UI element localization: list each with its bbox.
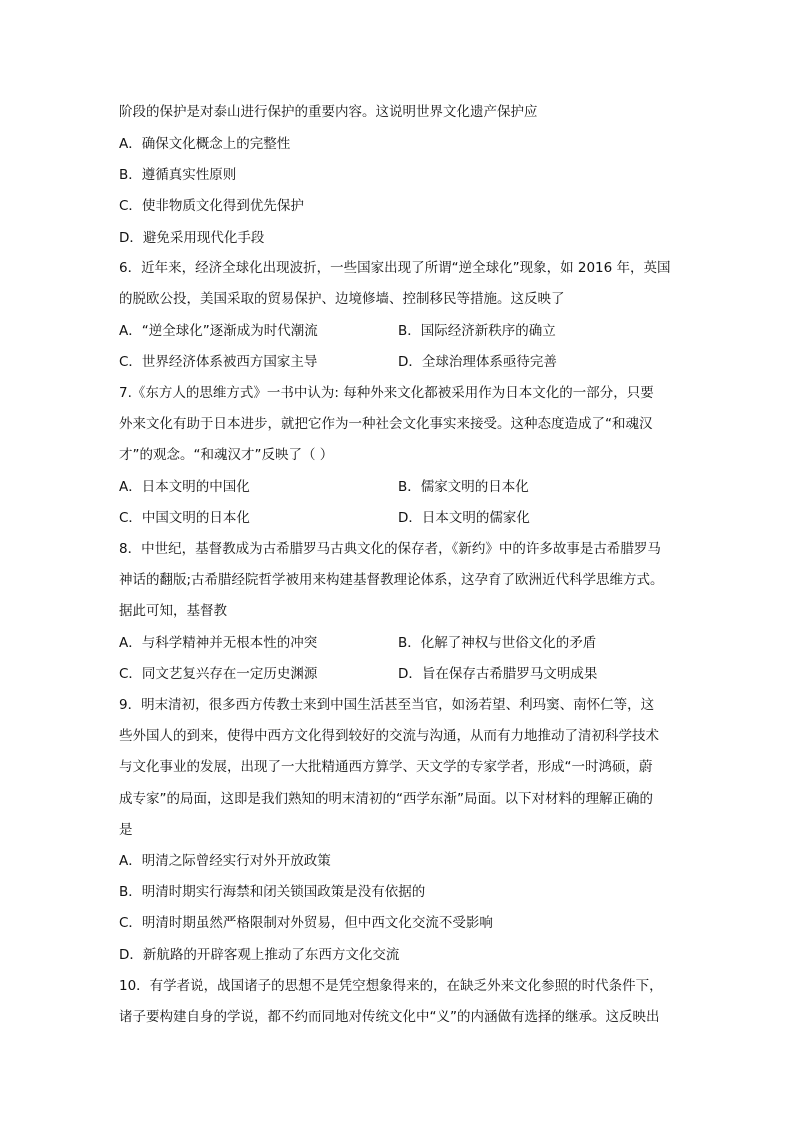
q6-option-b: B．国际经济新秩序的确立 <box>398 323 556 339</box>
q8-option-a: A．与科学精神并无根本性的冲突 <box>119 635 318 651</box>
question-7-text: 7.《东方人的思维方式》一书中认为: 每种外来文化都被采用作为日本文化的一部分，只要 <box>119 385 654 401</box>
option-a: A．确保文化概念上的完整性 <box>119 136 291 152</box>
option-c: C．使非物质文化得到优先保护 <box>119 198 304 214</box>
question-6-text: 6．近年来，经济全球化出现波折，一些国家出现了所谓“逆全球化”现象，如 2016 年，英国 <box>119 260 671 276</box>
q6-option-a: A．“逆全球化”逐渐成为时代潮流 <box>119 323 318 339</box>
question-10-text: 诸子要构建自身的学说，都不约而同地对传统文化中“义”的内涵做有选择的继承。这反映出 <box>119 1009 660 1025</box>
question-7-text: 外来文化有助于日本进步，就把它作为一种社会文化事实来接受。这种态度造成了“和魂汉 <box>119 416 653 432</box>
q9-option-c: C．明清时期虽然严格限制对外贸易，但中西文化交流不受影响 <box>119 915 493 931</box>
option-b: B．遵循真实性原则 <box>119 167 237 183</box>
question-9-text: 些外国人的到来，使得中西方文化得到较好的交流与沟通，从而有力地推动了清初科学技术 <box>119 728 659 744</box>
question-9-text: 9．明末清初，很多西方传教士来到中国生活甚至当官，如汤若望、利玛窦、南怀仁等，这 <box>119 697 655 713</box>
question-9-text: 与文化事业的发展，出现了一大批精通西方算学、天文学的专家学者，形成“一时鸿硕，蔚 <box>119 759 653 775</box>
text-line: 阶段的保护是对泰山进行保护的重要内容。这说明世界文化遗产保护应 <box>119 104 538 120</box>
q8-option-d: D．旨在保存古希腊罗马文明成果 <box>398 666 598 682</box>
question-9-text: 是 <box>119 822 133 838</box>
question-7-text: 才”的观念。“和魂汉才”反映了（ ） <box>119 447 334 463</box>
q7-option-b: B．儒家文明的日本化 <box>398 479 529 495</box>
q7-option-d: D．日本文明的儒家化 <box>398 510 530 526</box>
q9-option-a: A．明清之际曾经实行对外开放政策 <box>119 853 331 869</box>
q7-option-c: C．中国文明的日本化 <box>119 510 250 526</box>
question-10-text: 10．有学者说，战国诸子的思想不是凭空想象得来的，在缺乏外来文化参照的时代条件下， <box>119 978 663 994</box>
question-6-text: 的脱欧公投，美国采取的贸易保护、边境修墙、控制移民等措施。这反映了 <box>119 291 565 307</box>
q6-option-c: C．世界经济体系被西方国家主导 <box>119 354 318 370</box>
question-8-text: 8．中世纪，基督教成为古希腊罗马古典文化的保存者，《新约》中的许多故事是古希腊罗马 <box>119 541 661 557</box>
question-9-text: 成专家”的局面，这即是我们熟知的明末清初的“西学东渐”局面。以下对材料的理解正确的 <box>119 791 653 807</box>
q8-option-b: B．化解了神权与世俗文化的矛盾 <box>398 635 597 651</box>
option-d: D．避免采用现代化手段 <box>119 230 265 246</box>
question-8-text: 据此可知，基督教 <box>119 603 227 619</box>
q9-option-d: D．新航路的开辟客观上推动了东西方文化交流 <box>119 947 400 963</box>
q8-option-c: C．同文艺复兴存在一定历史渊源 <box>119 666 318 682</box>
q6-option-d: D．全球治理体系亟待完善 <box>398 354 557 370</box>
question-8-text: 神话的翻版;古希腊经院哲学被用来构建基督教理论体系，这孕育了欧洲近代科学思维方式。 <box>119 572 664 588</box>
q7-option-a: A．日本文明的中国化 <box>119 479 250 495</box>
q9-option-b: B．明清时期实行海禁和闭关锁国政策是没有依据的 <box>119 884 426 900</box>
